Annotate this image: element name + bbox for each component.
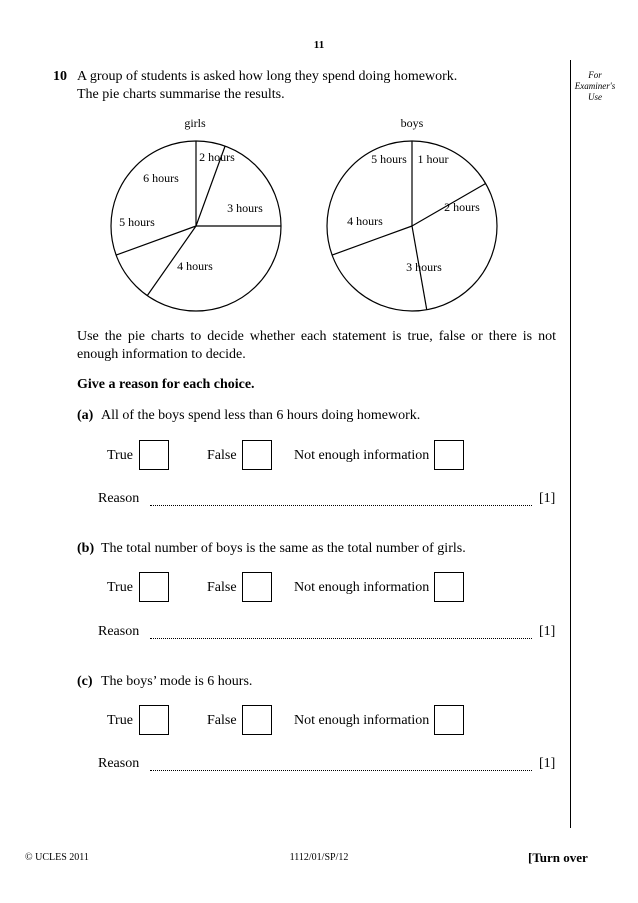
part-c-not-enough-label: Not enough information	[294, 713, 430, 728]
part-a-label: (a)	[77, 408, 94, 423]
part-c-false-checkbox[interactable]	[242, 705, 272, 735]
part-b-statement: The total number of boys is the same as the total number of girls.	[101, 541, 466, 556]
part-c-false-label: False	[207, 713, 237, 728]
part-b-not-enough-checkbox[interactable]	[434, 572, 464, 602]
part-c-label: (c)	[77, 674, 93, 689]
part-b-false-checkbox[interactable]	[242, 572, 272, 602]
girls-slice-label: 6 hours	[143, 171, 179, 185]
boys-slice-divider	[332, 226, 412, 255]
girls-slice-label: 5 hours	[119, 215, 155, 229]
part-c-reason-label: Reason	[98, 756, 140, 771]
page-number: 11	[313, 39, 325, 51]
part-b-false-label: False	[207, 580, 237, 595]
question-intro-line2: The pie charts summarise the results.	[77, 87, 285, 102]
girls-chart-title: girls	[184, 116, 206, 130]
part-b-not-enough-label: Not enough information	[294, 580, 430, 595]
part-a-statement: All of the boys spend less than 6 hours doing homework.	[101, 408, 421, 423]
part-a-false-label: False	[207, 448, 237, 463]
part-b-reason-line[interactable]	[150, 638, 532, 639]
instructions-bold: Give a reason for each choice.	[77, 377, 255, 392]
boys-slice-label: 2 hours	[444, 200, 480, 214]
part-a-false-checkbox[interactable]	[242, 440, 272, 470]
boys-slice-label: 1 hour	[417, 152, 449, 166]
part-a-not-enough-checkbox[interactable]	[434, 440, 464, 470]
girls-slice-label: 2 hours	[199, 150, 235, 164]
boys-slice-label: 3 hours	[406, 260, 442, 274]
examiner-use-label: For Examiner's Use	[574, 70, 616, 102]
boys-chart-title: boys	[400, 116, 424, 130]
part-a-reason-label: Reason	[98, 491, 140, 506]
question-intro-line1: A group of students is asked how long they spend doing homework.	[77, 69, 458, 84]
girls-slice-label: 3 hours	[227, 201, 263, 215]
footer-turn-over: [Turn over	[528, 850, 588, 865]
part-c-statement: The boys’ mode is 6 hours.	[101, 674, 253, 689]
instructions-line1: Use the pie charts to decide whether each statement is true, false or there is not	[77, 329, 556, 344]
footer-copyright: © UCLES 2011	[25, 852, 89, 863]
part-b-true-label: True	[107, 580, 133, 595]
part-a-reason-line[interactable]	[150, 505, 532, 506]
boys-slice-label: 5 hours	[371, 152, 407, 166]
part-a-true-label: True	[107, 448, 133, 463]
girls-slice-label: 4 hours	[177, 259, 213, 273]
part-b-reason-label: Reason	[98, 624, 140, 639]
part-a-true-checkbox[interactable]	[139, 440, 169, 470]
part-b-marks: [1]	[539, 624, 556, 639]
part-c-not-enough-checkbox[interactable]	[434, 705, 464, 735]
boys-pie-chart	[327, 141, 497, 311]
part-c-true-label: True	[107, 713, 133, 728]
question-number: 10	[53, 69, 67, 84]
part-b-true-checkbox[interactable]	[139, 572, 169, 602]
part-a-not-enough-label: Not enough information	[294, 448, 430, 463]
girls-slice-divider	[116, 226, 196, 255]
boys-slice-label: 4 hours	[347, 214, 383, 228]
part-a-marks: [1]	[539, 491, 556, 506]
part-c-true-checkbox[interactable]	[139, 705, 169, 735]
girls-pie-chart	[111, 141, 281, 311]
instructions-line2: enough information to decide.	[77, 347, 246, 362]
part-c-reason-line[interactable]	[150, 770, 532, 771]
part-b-label: (b)	[77, 541, 95, 556]
footer-code: 1112/01/SP/12	[289, 852, 349, 863]
part-c-marks: [1]	[539, 756, 556, 771]
